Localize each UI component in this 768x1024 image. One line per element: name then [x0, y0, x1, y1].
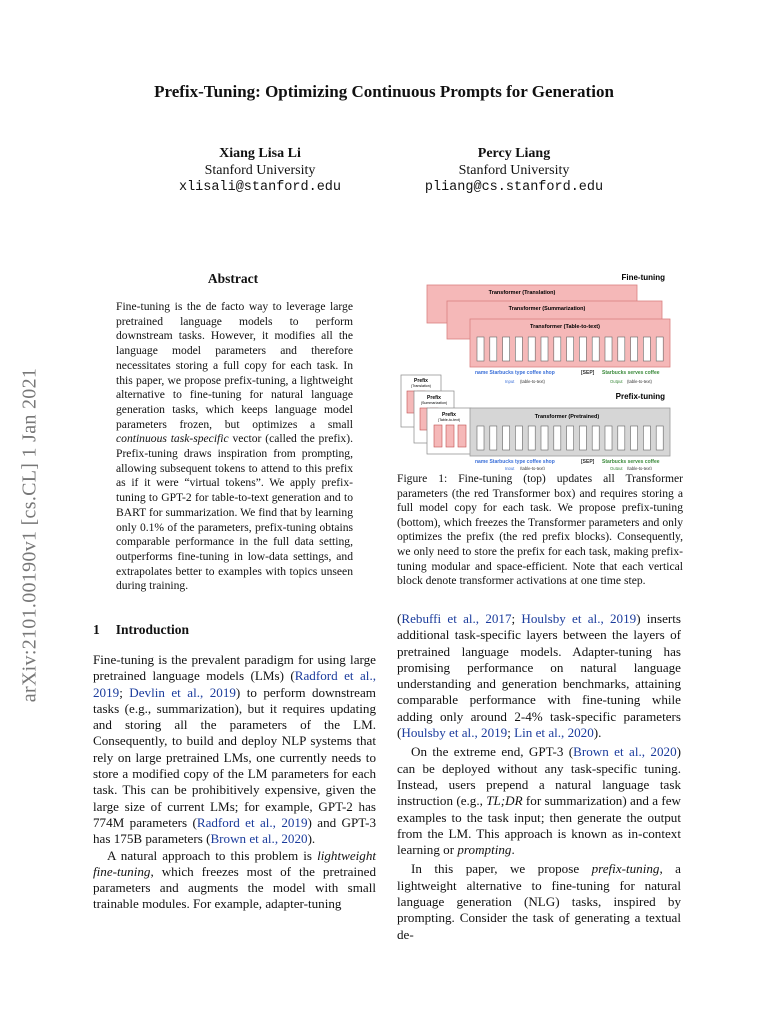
author-name: Xiang Lisa Li — [219, 146, 301, 161]
activation-block — [477, 337, 484, 361]
input-tokens: name Starbucks type coffee shop — [475, 370, 555, 376]
abstract-text: Fine-tuning is the de facto way to leverage large pretrained language models to perform downstream tasks. However, it modifies all the language model parameters and therefore necessitates storing a full copy for each task. In this paper, we propose prefix-tuning, a lightweight alternative to fine-tuning for natural language generation tasks, which keeps language model parameters frozen, but optimizes a small continuous task-specific vector (called the prefix). Prefix-tuning draws inspiration from prompting, allowing subsequent tokens to attend to this prefix as if it were “virtual tokens”. We apply prefix-tuning to GPT-2 for table-to-text generation and to BART for summarization. We find that by learning only 0.1% of the parameters, prefix-tuning obtains comparable performance in the full data setting, outperforms fine-tuning in low-data settings, and extrapolates better to examples with topics unseen during training. — [116, 300, 353, 593]
svg-text:(Translation): (Translation) — [410, 384, 432, 388]
output-sub: (table-to-text) — [627, 466, 652, 470]
prefixtuning-label: Prefix-tuning — [615, 392, 665, 401]
citation-link[interactable]: Devlin et al., 2019 — [129, 684, 236, 700]
activation-block — [605, 426, 612, 450]
activation-block — [528, 337, 535, 361]
svg-text:(Summarization): (Summarization) — [420, 401, 448, 405]
intro-right-column — [397, 611, 681, 943]
activation-block — [515, 426, 522, 450]
section-heading — [93, 622, 189, 638]
activation-block — [554, 426, 561, 450]
activation-block — [618, 337, 625, 361]
paragraph: On the extreme end, GPT-3 (Brown et al., 2020) can be deployed without any task-specific tuning. Instead, users prepend a natural language task instruction (e.g., TL;DR for summarization) and a few examples to the task input; then generate the output from the LM. This approach is known as in-context learning or prompting. — [397, 744, 682, 858]
activation-block — [490, 337, 497, 361]
activation-block — [567, 337, 574, 361]
arxiv-sidebar — [10, 330, 50, 740]
activation-block — [528, 426, 535, 450]
figure-1 — [397, 270, 683, 470]
activation-block — [503, 337, 510, 361]
svg-text:(Table-to-text): (Table-to-text) — [437, 418, 461, 422]
activation-block — [541, 337, 548, 361]
output-label: Output — [610, 466, 623, 470]
section-number: 1 — [93, 622, 100, 637]
arxiv-identifier[interactable]: arXiv:2101.00190v1 [cs.CL] 1 Jan 2021 — [18, 367, 41, 703]
abstract-heading: Abstract — [207, 271, 259, 286]
activation-block — [541, 426, 548, 450]
activation-block — [592, 337, 599, 361]
activation-block — [554, 337, 561, 361]
citation-link[interactable]: Rebuffi et al., 2017 — [401, 611, 512, 626]
activation-blocks — [477, 426, 663, 450]
author-email[interactable]: xlisali@stanford.edu — [178, 180, 342, 195]
box-label: Transformer (Table-to-text) — [530, 324, 600, 330]
activation-block — [515, 337, 522, 361]
input-sub: (table-to-text) — [520, 379, 545, 384]
author-block-2 — [402, 145, 626, 196]
activation-block — [605, 337, 612, 361]
citation-link[interactable]: Brown et al., 2020 — [573, 744, 677, 760]
box-label: Transformer (Summarization) — [508, 306, 586, 312]
author-name: Percy Liang — [477, 146, 551, 161]
paragraph: Fine-tuning is the prevalent paradigm for using large pretrained language models (LMs) (Radford et al., 2019; Devlin et al., 2019) to perform downstream tasks (e.g., summarization), but it requires updating and storing all the parameters of the LM. Consequently, to build and deploy NLP systems that rely on large pretrained LMs, one currently needs to store a modified copy of the LM parameters for each task. This can be prohibitively expensive, given the large size of current LMs; for example, GPT-2 has 774M parameters (Radford et al., 2019) and GPT-3 has 175B parameters (Brown et al., 2020). — [93, 652, 376, 847]
activation-block — [656, 337, 663, 361]
paragraph: (Rebuffi et al., 2017; Houlsby et al., 2019) inserts additional task-specific layers between the layers of pretrained language models. Adapter-tuning has promising performance on natural language understanding and generation benchmarks, attaining comparable performance with fine-tuning while adding only around 2-4% task-specific parameters (Houlsby et al., 2019; Lin et al., 2020). — [397, 611, 681, 741]
activation-block — [643, 426, 650, 450]
input-sub: (table-to-text) — [520, 466, 545, 470]
input-label: Input — [505, 466, 515, 470]
activation-block — [490, 426, 497, 450]
activation-block — [567, 426, 574, 450]
activation-block — [631, 426, 638, 450]
box-label: Transformer (Translation) — [488, 290, 556, 296]
section-title: Introduction — [115, 622, 190, 637]
activation-block — [592, 426, 599, 450]
citation-link[interactable]: Radford et al., 2019 — [196, 814, 308, 830]
author-block-1 — [170, 145, 350, 196]
output-tokens: Starbucks serves coffee — [602, 370, 660, 376]
svg-text:Prefix: Prefix — [427, 395, 441, 401]
input-tokens: name Starbucks type coffee shop — [475, 459, 555, 465]
box-label: Transformer (Pretrained) — [534, 414, 600, 420]
figure-caption: Figure 1: Fine-tuning (top) updates all Transformer parameters (the red Transformer box) and requires storing a full model copy for each task. We propose prefix-tuning (bottom), which freezes the Transformer parameters and only optimizes the prefix (the red prefix blocks). Consequently, we only need to store the prefix for each task, making prefix-tuning modular and space-efficient. Note that each vertical block denote transformer activations at one time step. — [397, 472, 683, 588]
author-email[interactable]: pliang@cs.stanford.edu — [424, 180, 604, 195]
author-affiliation: Stanford University — [204, 163, 316, 178]
output-sub: (table-to-text) — [627, 379, 652, 384]
paragraph: In this paper, we propose prefix-tuning, a lightweight alternative to fine-tuning for natural language generation (NLG) tasks, inspired by prompting. Consider the task of generating a textual de- — [397, 861, 681, 942]
activation-block — [656, 426, 663, 450]
sep-token: [SEP] — [581, 370, 595, 376]
citation-link[interactable]: Houlsby et al., 2019 — [401, 725, 508, 741]
input-label: Input — [505, 379, 515, 384]
output-label: Output — [610, 379, 623, 384]
paper-title: Prefix-Tuning: Optimizing Continuous Prompts for Generation — [154, 82, 614, 101]
citation-link[interactable]: Brown et al., 2020 — [210, 831, 308, 847]
intro-left-column — [93, 652, 376, 913]
output-tokens: Starbucks serves coffee — [602, 459, 660, 465]
author-affiliation: Stanford University — [458, 163, 570, 178]
svg-text:Prefix: Prefix — [442, 412, 456, 418]
activation-block — [618, 426, 625, 450]
figure-diagram — [397, 270, 683, 470]
citation-link[interactable]: Lin et al., 2020 — [514, 725, 594, 741]
activation-blocks — [477, 337, 663, 361]
sep-token: [SEP] — [581, 459, 595, 465]
finetuning-label: Fine-tuning — [621, 273, 665, 282]
activation-block — [643, 337, 650, 361]
activation-block — [631, 337, 638, 361]
activation-block — [579, 337, 586, 361]
activation-block — [477, 426, 484, 450]
citation-link[interactable]: Houlsby et al., 2019 — [521, 611, 637, 626]
paragraph: A natural approach to this problem is lightweight fine-tuning, which freezes most of the pretrained parameters and augments the model with small trainable modules. For example, adapter-tuning — [93, 847, 376, 912]
svg-text:Prefix: Prefix — [414, 378, 428, 384]
activation-block — [579, 426, 586, 450]
citation-link[interactable]: Radford et al., 2019 — [93, 668, 376, 700]
activation-block — [503, 426, 510, 450]
